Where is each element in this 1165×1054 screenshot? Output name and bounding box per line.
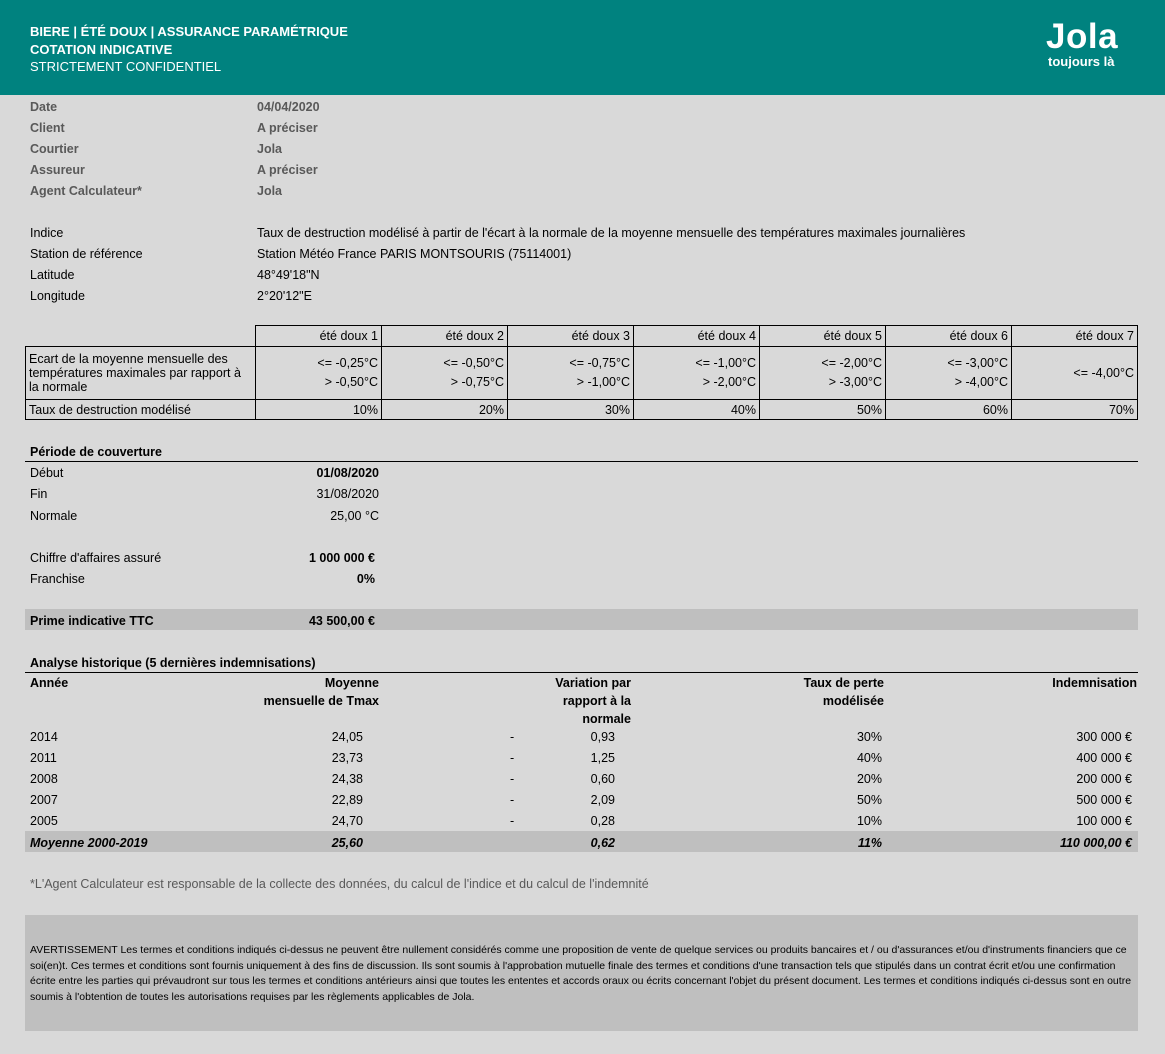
prime-label: Prime indicative TTC (30, 614, 154, 628)
hist-tmax: 24,38 (331, 772, 363, 786)
doc-title: BIERE | ÉTÉ DOUX | ASSURANCE PARAMÉTRIQUE (30, 24, 348, 39)
col-taux-l1: Taux de perte (803, 676, 884, 690)
hist-tmax: 22,89 (331, 793, 363, 807)
jola-logo (1046, 18, 1136, 68)
tier-rate-3: 30% (508, 400, 634, 420)
hist-sign: - (510, 772, 515, 786)
tier-rate-6: 60% (886, 400, 1012, 420)
hist-year: 2007 (30, 793, 58, 807)
meta-label-courtier: Courtier (30, 142, 79, 156)
tiers-taux-label: Taux de destruction modélisé (26, 400, 256, 420)
tier-lower: > -4,00°C (954, 375, 1008, 389)
info-label-latitude: Latitude (30, 268, 75, 282)
info-value-indice: Taux de destruction modélisé à partir de l'écart à la normale de la moyenne mensuelle des températures maximales journalières (257, 226, 966, 240)
normale-label: Normale (30, 509, 78, 523)
tier-name-5: été doux 5 (760, 326, 886, 347)
hist-tmax: 23,73 (331, 751, 363, 765)
coverage-divider (25, 461, 1138, 462)
hist-year: 2008 (30, 772, 58, 786)
franchise-label: Franchise (30, 572, 85, 586)
hist-sign: - (510, 751, 515, 765)
hist-sign: - (510, 814, 515, 828)
col-indemnisation: Indemnisation (1052, 676, 1137, 690)
meta-value-client: A préciser (257, 121, 318, 135)
meta-label-date: Date (30, 100, 58, 114)
tier-name-6: été doux 6 (886, 326, 1012, 347)
tiers-corner (26, 326, 256, 347)
hist-year: 2014 (30, 730, 58, 744)
tier-upper: <= -0,75°C (569, 356, 630, 370)
tier-lower: > -2,00°C (702, 375, 756, 389)
tier-name-2: été doux 2 (382, 326, 508, 347)
col-variation-l1: Variation par (555, 676, 631, 690)
tier-rate-4: 40% (634, 400, 760, 420)
hist-indem: 500 000 € (1076, 793, 1132, 807)
tiers-taux-row (26, 400, 1138, 420)
col-taux (720, 674, 884, 710)
hist-rate: 10% (856, 814, 882, 828)
tier-upper: <= -0,50°C (443, 356, 504, 370)
tier-name-1: été doux 1 (256, 326, 382, 347)
prime-band (25, 609, 1138, 630)
col-taux-l2: modélisée (822, 694, 884, 708)
tiers-header-row (26, 326, 1138, 347)
meta-value-agent: Jola (257, 184, 283, 198)
logo-name: Jola (1046, 17, 1119, 56)
hist-indem: 100 000 € (1076, 814, 1132, 828)
info-label-indice: Indice (30, 226, 64, 240)
meta-value-date: 04/04/2020 (257, 100, 320, 114)
tier-range-5 (760, 347, 886, 400)
info-value-latitude: 48°49'18"N (257, 268, 320, 282)
tier-upper: <= -1,00°C (695, 356, 756, 370)
tier-range-4 (634, 347, 760, 400)
history-divider (25, 672, 1138, 673)
disclaimer-box (25, 915, 1138, 1031)
history-title: Analyse historique (5 dernières indemnisations) (30, 656, 316, 670)
hist-avg-rate: 11% (857, 836, 882, 850)
hist-var: 0,93 (590, 730, 615, 744)
hist-var: 1,25 (590, 751, 615, 765)
fin-value: 31/08/2020 (316, 487, 379, 501)
col-variation-l3: normale (582, 712, 631, 726)
coverage-title: Période de couverture (30, 445, 162, 459)
tier-rate-1: 10% (256, 400, 382, 420)
tiers-ecart-label: Ecart de la moyenne mensuelle des températures maximales par rapport à la normale (26, 347, 256, 400)
fin-label: Fin (30, 487, 48, 501)
hist-sign: - (510, 730, 515, 744)
tier-lower: > -0,50°C (324, 375, 378, 389)
tier-name-7: été doux 7 (1012, 326, 1138, 347)
tier-range-3 (508, 347, 634, 400)
hist-avg-indem: 110 000,00 € (1059, 836, 1132, 850)
prime-value: 43 500,00 € (308, 614, 375, 628)
tier-range-6 (886, 347, 1012, 400)
col-moyenne-l2: mensuelle de Tmax (263, 694, 379, 708)
normale-value: 25,00 °C (330, 509, 379, 523)
tier-rate-5: 50% (760, 400, 886, 420)
col-annee: Année (30, 676, 69, 690)
debut-label: Début (30, 466, 64, 480)
hist-var: 0,28 (590, 814, 615, 828)
meta-label-client: Client (30, 121, 65, 135)
meta-value-assureur: A préciser (257, 163, 318, 177)
tiers-table (25, 325, 1138, 420)
hist-rate: 30% (856, 730, 882, 744)
tiers-ecart-row (26, 347, 1138, 400)
ca-value: 1 000 000 € (308, 551, 375, 565)
tier-lower: > -1,00°C (576, 375, 630, 389)
header-banner (0, 0, 1165, 95)
hist-var: 0,60 (590, 772, 615, 786)
col-variation-l2: rapport à la (562, 694, 631, 708)
tier-range-7: <= -4,00°C (1012, 347, 1138, 400)
hist-indem: 300 000 € (1076, 730, 1132, 744)
meta-value-courtier: Jola (257, 142, 283, 156)
col-variation (500, 674, 631, 728)
info-value-longitude: 2°20'12"E (257, 289, 312, 303)
hist-rate: 20% (856, 772, 882, 786)
ca-label: Chiffre d'affaires assuré (30, 551, 162, 565)
logo-tagline: toujours là (1048, 54, 1115, 69)
hist-sign: - (510, 793, 515, 807)
franchise-value: 0% (356, 572, 375, 586)
col-moyenne (200, 674, 379, 710)
tier-name-3: été doux 3 (508, 326, 634, 347)
hist-tmax: 24,70 (331, 814, 363, 828)
hist-avg-label: Moyenne 2000-2019 (30, 836, 148, 850)
hist-rate: 40% (856, 751, 882, 765)
hist-var: 2,09 (590, 793, 615, 807)
tier-name-4: été doux 4 (634, 326, 760, 347)
footnote: *L'Agent Calculateur est responsable de la collecte des données, du calcul de l'indice et du calcul de l'indemnité (30, 877, 649, 891)
tier-lower: > -0,75°C (450, 375, 504, 389)
info-label-longitude: Longitude (30, 289, 85, 303)
info-value-station: Station Météo France PARIS MONTSOURIS (75114001) (257, 247, 572, 261)
hist-indem: 200 000 € (1076, 772, 1132, 786)
hist-year: 2005 (30, 814, 58, 828)
meta-label-assureur: Assureur (30, 163, 85, 177)
hist-indem: 400 000 € (1076, 751, 1132, 765)
tier-rate-2: 20% (382, 400, 508, 420)
tier-upper: <= -3,00°C (947, 356, 1008, 370)
tier-upper: <= -0,25°C (317, 356, 378, 370)
info-label-station: Station de référence (30, 247, 143, 261)
hist-year: 2011 (30, 751, 57, 765)
tier-lower: > -3,00°C (828, 375, 882, 389)
hist-avg-tmax: 25,60 (331, 836, 363, 850)
confidentiality-label: STRICTEMENT CONFIDENTIEL (30, 59, 222, 74)
disclaimer-text: AVERTISSEMENT Les termes et conditions indiqués ci-dessus ne peuvent être nullement considérés comme une proposition de vente de quelque services ou produits bancaires et / ou d'assurances et/ou d'instruments financiers que ce soi(en)t. Ces termes et conditions sont fournis uniquement à des fins de discussion. Ils sont soumis à l'approbation mutuelle finale des termes et conditions d'une transaction tels que stipulés dans un contrat écrit et/ou une confirmation écrite entre les parties qui prévaudront sur tous les termes et conditions antérieurs ainsi que toutes les ententes et accords oraux ou écrits concernant l'objet du présent document. Les termes et conditions indiqués ci-dessus sont en outre soumis à l'obtention de toutes les autorisations requises par les règlements applicables de Jola. (30, 944, 1132, 1003)
tier-rate-7: 70% (1012, 400, 1138, 420)
tier-range-1 (256, 347, 382, 400)
hist-tmax: 24,05 (331, 730, 363, 744)
col-moyenne-l1: Moyenne (324, 676, 379, 690)
doc-subtitle: COTATION INDICATIVE (30, 42, 173, 57)
hist-avg-var: 0,62 (590, 836, 615, 850)
meta-label-agent: Agent Calculateur* (30, 184, 142, 198)
debut-value: 01/08/2020 (316, 466, 379, 480)
tier-range-2 (382, 347, 508, 400)
hist-rate: 50% (856, 793, 882, 807)
tier-upper: <= -2,00°C (821, 356, 882, 370)
